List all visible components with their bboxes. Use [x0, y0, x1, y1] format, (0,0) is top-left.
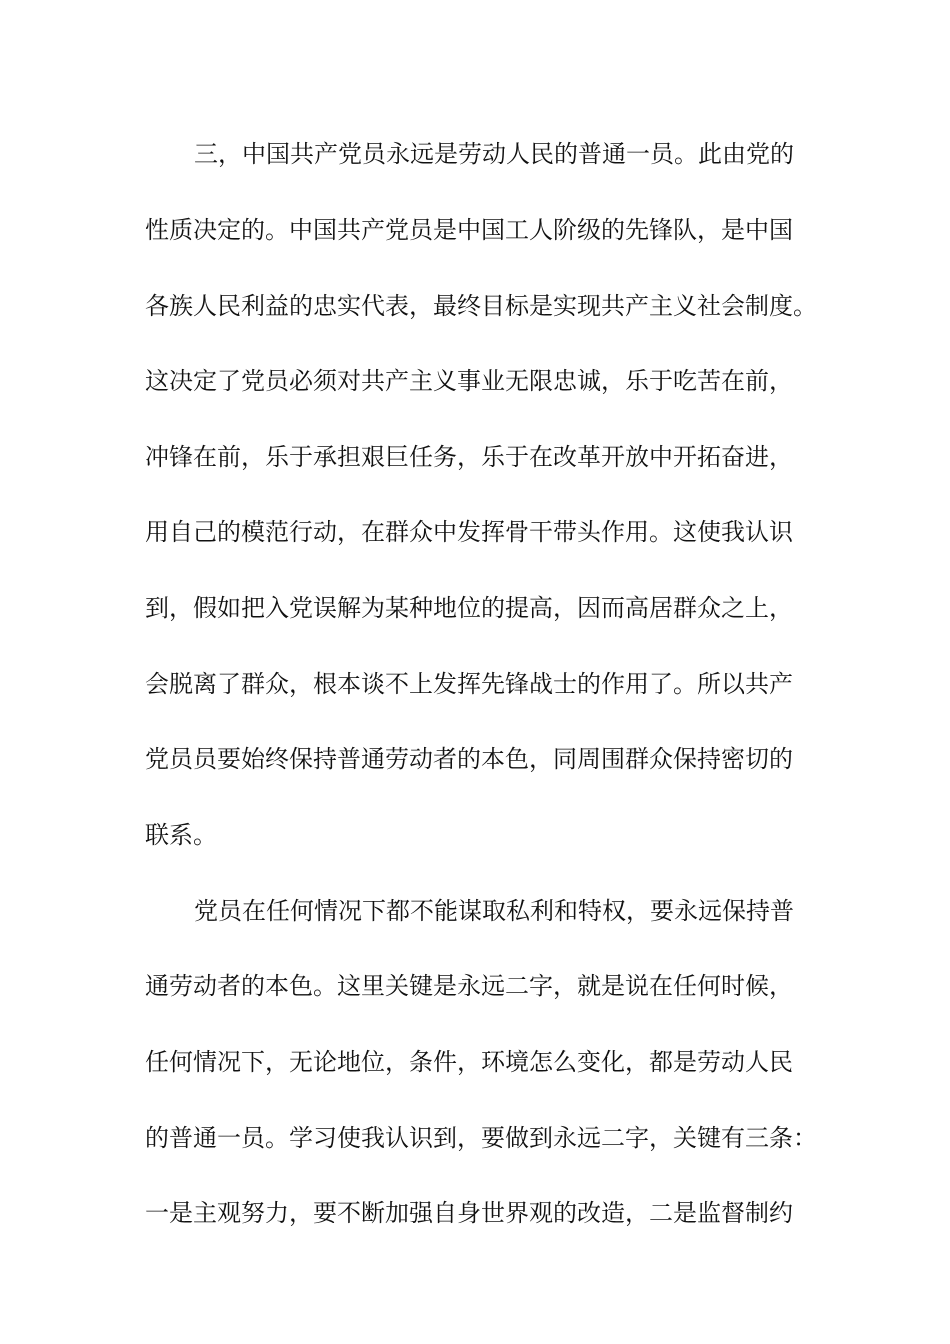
paragraph-2-line-4: 的普通一员。学习使我认识到，要做到永远二字，关键有三条： [145, 1124, 817, 1152]
paragraph-1-line-5: 冲锋在前，乐于承担艰巨任务，乐于在改革开放中开拓奋进， [145, 443, 793, 471]
paragraph-2-line-3: 任何情况下，无论地位，条件，环境怎么变化，都是劳动人民 [145, 1048, 793, 1076]
paragraph-1-line-3: 各族人民利益的忠实代表，最终目标是实现共产主义社会制度。 [145, 292, 817, 320]
paragraph-1-line-1: 三，中国共产党员永远是劳动人民的普通一员。此由党的 [194, 140, 794, 168]
paragraph-1-line-9: 党员员要始终保持普通劳动者的本色，同周围群众保持密切的 [145, 745, 793, 773]
paragraph-1-line-2: 性质决定的。中国共产党员是中国工人阶级的先锋队，是中国 [145, 216, 793, 244]
paragraph-1-line-8: 会脱离了群众，根本谈不上发挥先锋战士的作用了。所以共产 [145, 670, 793, 698]
paragraph-2-line-1: 党员在任何情况下都不能谋取私利和特权，要永远保持普 [194, 897, 794, 925]
paragraph-1-line-7: 到，假如把入党误解为某种地位的提高，因而高居群众之上， [145, 594, 793, 622]
paragraph-1-line-6: 用自己的模范行动，在群众中发挥骨干带头作用。这使我认识 [145, 518, 793, 546]
paragraph-2-line-5: 一是主观努力，要不断加强自身世界观的改造，二是监督制约 [145, 1199, 793, 1227]
paragraph-1-line-10: 联系。 [145, 821, 217, 849]
paragraph-2-line-2: 通劳动者的本色。这里关键是永远二字，就是说在任何时候， [145, 972, 793, 1000]
paragraph-1-line-4: 这决定了党员必须对共产主义事业无限忠诚，乐于吃苦在前， [145, 367, 793, 395]
